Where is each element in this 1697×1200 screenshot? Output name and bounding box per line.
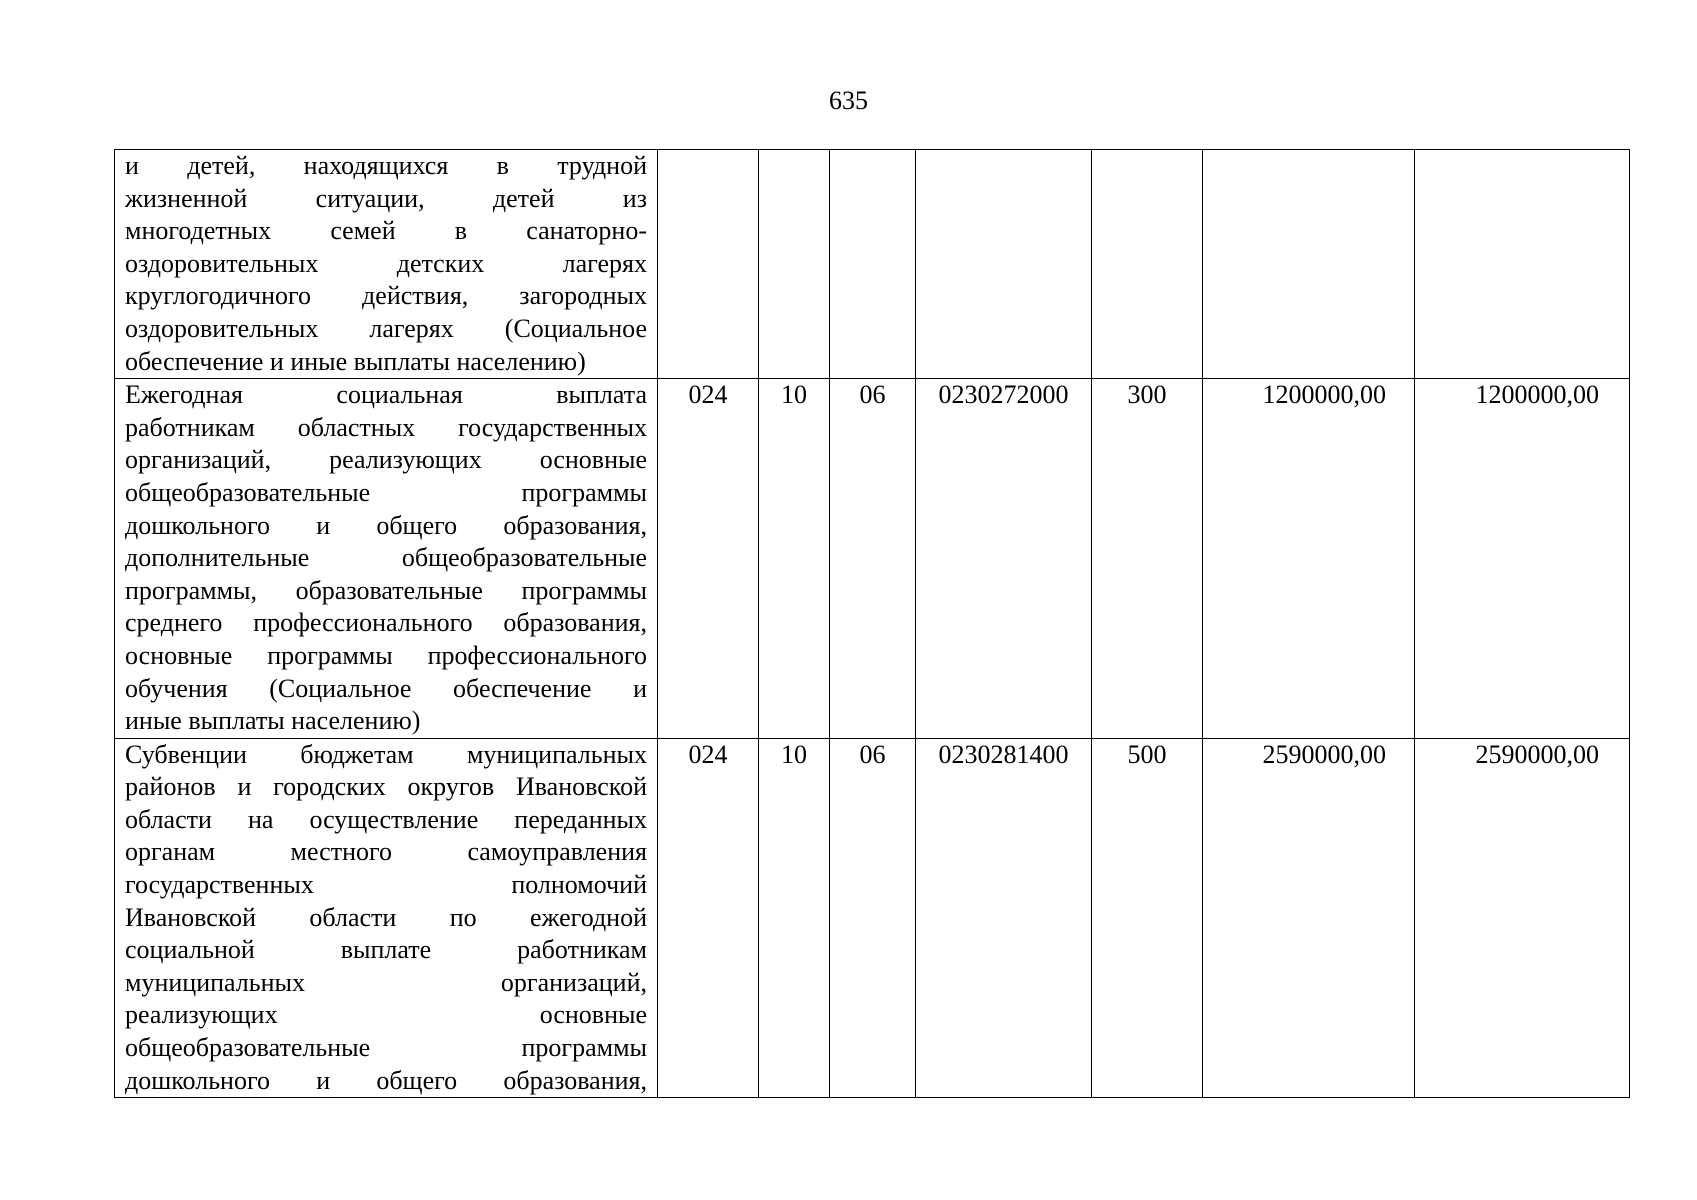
row-description: Ежегодная социальная выплата работникам областных государственных организаций, реализующих основные общеобразовательные программы дошкольного и общего образования, дополнительные общеобразовательные программы, образовательные программы среднего профессионального образования, основные программы профессионального обучения (Социальное обеспечение и иные выплаты населению) xyxy=(115,379,658,739)
amount-1-cell xyxy=(1203,150,1415,379)
table-row xyxy=(115,150,1630,379)
amount-1-cell: 1200000,00 xyxy=(1203,379,1415,739)
section-cell xyxy=(759,150,830,379)
subsection-cell: 06 xyxy=(830,738,916,1098)
expense-type-cell: 300 xyxy=(1092,379,1203,739)
row-description: и детей, находящихся в трудной жизненной ситуации, детей из многодетных семей в санаторно- оздоровительных детских лагерях круглогодичного действия, загородных оздоровительных лагерях (Социальное обеспечение и иные выплаты населению) xyxy=(115,150,658,379)
subsection-cell: 06 xyxy=(830,379,916,739)
target-code-cell: 0230272000 xyxy=(916,379,1092,739)
target-code-cell xyxy=(916,150,1092,379)
table-row xyxy=(115,379,1630,739)
page-number: 635 xyxy=(829,86,868,115)
budget-table xyxy=(114,149,1630,1098)
admin-code-cell: 024 xyxy=(658,379,759,739)
amount-1-cell: 2590000,00 xyxy=(1203,738,1415,1098)
target-code-cell: 0230281400 xyxy=(916,738,1092,1098)
row-description: Субвенции бюджетам муниципальных районов и городских округов Ивановской области на осуществление переданных органам местного самоуправления государственных полномочий Ивановской области по ежегодной социальной выплате работникам муниципальных организаций, реализующих основные общеобразовательные программы дошкольного и общего образования, xyxy=(115,738,658,1098)
amount-2-cell: 1200000,00 xyxy=(1415,379,1630,739)
section-cell: 10 xyxy=(759,379,830,739)
amount-2-cell xyxy=(1415,150,1630,379)
admin-code-cell xyxy=(658,150,759,379)
amount-2-cell: 2590000,00 xyxy=(1415,738,1630,1098)
subsection-cell xyxy=(830,150,916,379)
expense-type-cell: 500 xyxy=(1092,738,1203,1098)
table-row xyxy=(115,738,1630,1098)
admin-code-cell: 024 xyxy=(658,738,759,1098)
section-cell: 10 xyxy=(759,738,830,1098)
expense-type-cell xyxy=(1092,150,1203,379)
